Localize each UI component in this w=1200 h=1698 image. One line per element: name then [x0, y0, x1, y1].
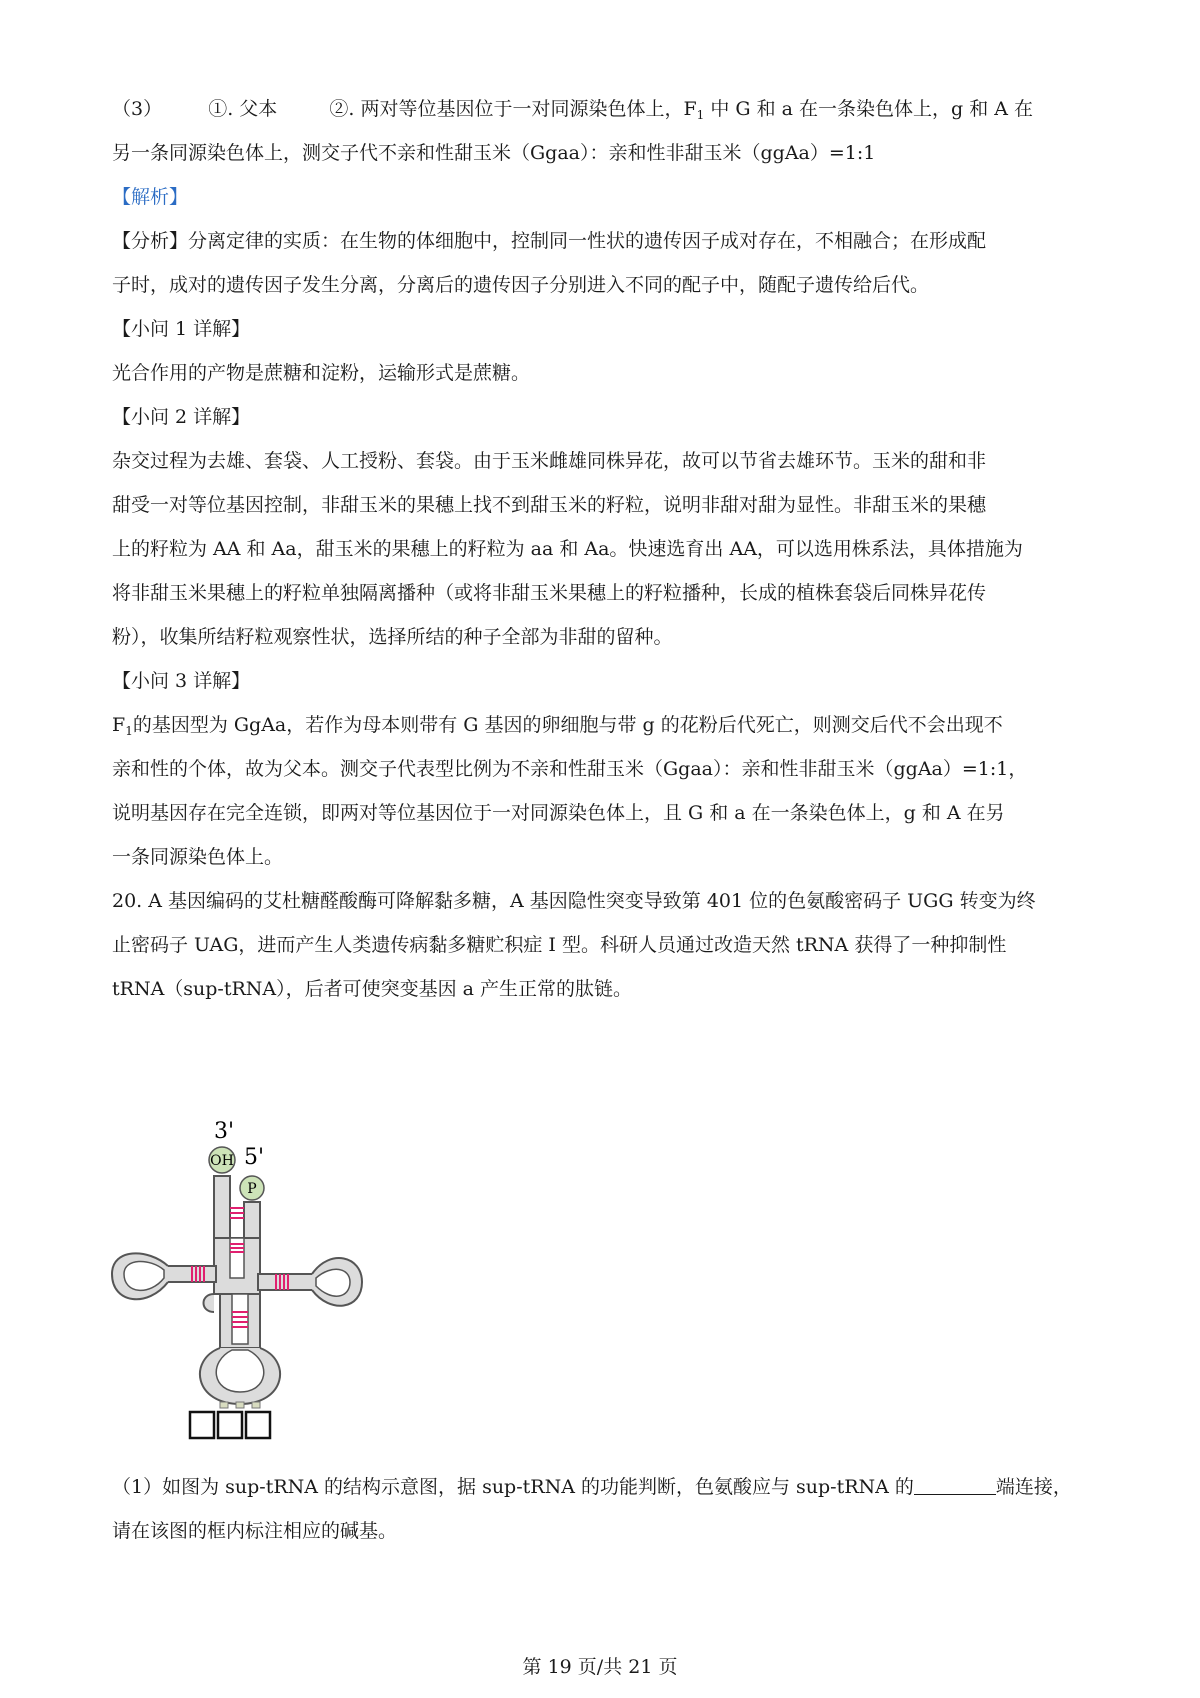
acceptor-stem-left	[214, 1176, 230, 1238]
page-footer: 第 19 页/共 21 页	[522, 1656, 678, 1678]
sub2-line: 将非甜玉米果穗上的籽粒单独隔离播种（或将非甜玉米果穗上的籽粒播种，长成的植株套袋后同株异花传	[112, 582, 987, 604]
sub2-heading: 【小问 2 详解】	[112, 406, 251, 428]
q20-line: tRNA（sup-tRNA），后者可使突变基因 a 产生正常的肽链。	[112, 978, 633, 1000]
anticodon-base-nub	[236, 1402, 244, 1408]
q20-sub1-text-end: 端连接，	[995, 1476, 1072, 1498]
q3-subscript: 1	[696, 108, 705, 122]
p-label: P	[247, 1181, 257, 1197]
acceptor-stem-right	[244, 1202, 260, 1242]
sub3-heading: 【小问 3 详解】	[112, 670, 251, 692]
sub1-heading: 【小问 1 详解】	[112, 318, 251, 340]
q20-line: 20. A 基因编码的艾杜糖醛酸酶可降解黏多糖，A 基因隐性突变导致第 401 位的色氨酸密码子 UGG 转变为终	[112, 890, 1036, 912]
oh-label: OH	[210, 1153, 234, 1169]
t-arm-stem	[258, 1274, 314, 1290]
sub2-line: 甜受一对等位基因控制，非甜玉米的果穗上找不到甜玉米的籽粒，说明非甜对甜为显性。非甜玉米的果穗	[112, 494, 987, 516]
label-3prime: 3'	[214, 1119, 235, 1144]
sub1-line1: 光合作用的产物是蔗糖和淀粉，运输形式是蔗糖。	[112, 362, 531, 384]
q3-label: （3）	[112, 98, 163, 120]
sub2-line: 上的籽粒为 AA 和 Aa，甜玉米的果穗上的籽粒为 aa 和 Aa。快速选育出 AA，可以选用株系法，具体措施为	[112, 538, 1023, 560]
base-answer-box[interactable]	[190, 1412, 214, 1438]
q3-part2-rest: 中 G 和 a 在一条染色体上，g 和 A 在	[710, 98, 1033, 120]
q3-answer-line1	[112, 96, 1033, 128]
analysis-heading: 【解析】	[112, 186, 189, 208]
sub2-line: 粉），收集所结籽粒观察性状，选择所结的种子全部为非甜的留种。	[112, 626, 673, 648]
sub3-line: 亲和性的个体，故为父本。测交子代表型比例为不亲和性甜玉米（Ggaa）：亲和性非甜玉米（ggAa）=1:1，	[112, 758, 1028, 780]
q3-part1: ①. 父本	[208, 98, 278, 120]
sub3-subscript: 1	[125, 724, 133, 738]
anticodon-base-nub	[252, 1402, 260, 1408]
q3-part2: ②. 两对等位基因位于一对同源染色体上，F	[329, 98, 697, 120]
trna-structure-diagram	[108, 1098, 408, 1468]
q20-sub1-text: （1）如图为 sup-tRNA 的结构示意图，据 sup-tRNA 的功能判断，色氨酸应与 sup-tRNA 的	[112, 1476, 914, 1498]
q20-line: 止密码子 UAG，进而产生人类遗传病黏多糖贮积症 I 型。科研人员通过改造天然 tRNA 获得了一种抑制性	[112, 934, 1007, 956]
variable-loop	[204, 1294, 215, 1312]
sub3-line1-rest: 的基因型为 GgAa，若作为母本则带有 G 基因的卵细胞与带 g 的花粉后代死亡，则测交后代不会出现不	[132, 714, 1003, 736]
q20-sub1-line1	[112, 1474, 1072, 1500]
answer-blank[interactable]	[914, 1476, 996, 1495]
q3-answer-line2: 另一条同源染色体上，测交子代不亲和性甜玉米（Ggaa）：亲和性非甜玉米（ggAa）=1:1	[112, 142, 876, 164]
label-5prime: 5'	[244, 1145, 265, 1170]
sub3-line: 说明基因存在完全连锁，即两对等位基因位于一对同源染色体上，且 G 和 a 在一条染色体上，g 和 A 在另	[112, 802, 1005, 824]
sub3-f: F	[112, 714, 126, 736]
analysis-line1: 【分析】分离定律的实质：在生物的体细胞中，控制同一性状的遗传因子成对存在，不相融合；在形成配	[112, 230, 987, 252]
sub2-line: 杂交过程为去雄、套袋、人工授粉、套袋。由于玉米雌雄同株异花，故可以节省去雄环节。玉米的甜和非	[112, 450, 987, 472]
analysis-line2: 子时，成对的遗传因子发生分离，分离后的遗传因子分别进入不同的配子中，随配子遗传给后代。	[112, 274, 930, 296]
base-answer-box[interactable]	[246, 1412, 270, 1438]
sub3-line: 一条同源染色体上。	[112, 846, 284, 868]
q20-sub1-line2: 请在该图的框内标注相应的碱基。	[112, 1520, 398, 1542]
sub3-line1	[112, 712, 1003, 744]
base-answer-box[interactable]	[218, 1412, 242, 1438]
anticodon-base-nub	[220, 1402, 228, 1408]
